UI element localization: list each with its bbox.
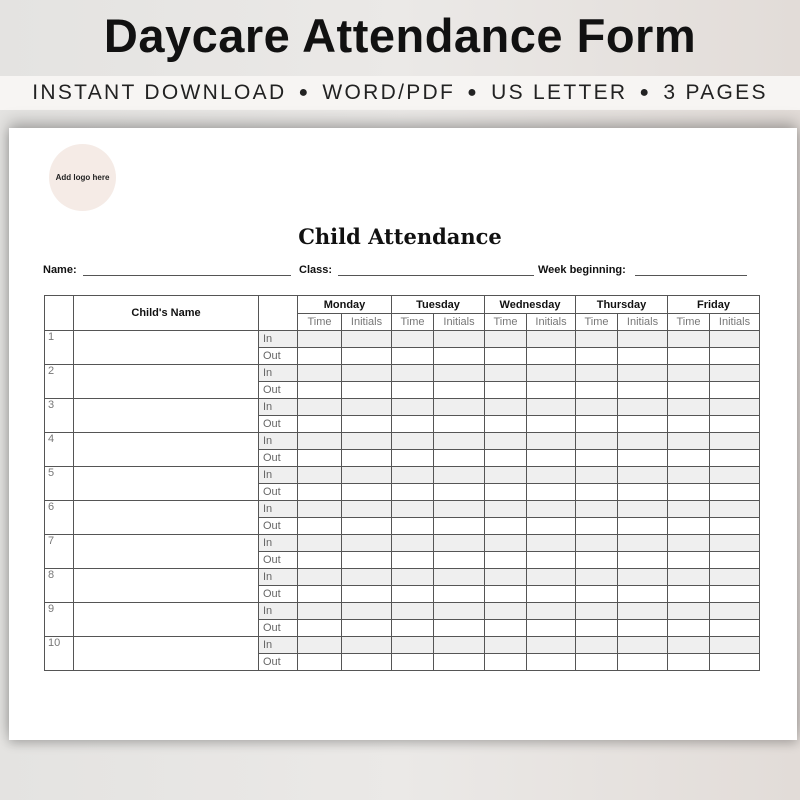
time-cell[interactable] xyxy=(485,450,527,467)
time-cell[interactable] xyxy=(298,586,342,603)
time-cell[interactable] xyxy=(576,501,618,518)
bullet-icon: ● xyxy=(467,84,480,101)
bullet-icon: ● xyxy=(298,84,311,101)
day-header-tuesday: Tuesday xyxy=(392,296,485,314)
row-number: 3 xyxy=(45,399,74,433)
time-cell[interactable] xyxy=(392,535,434,552)
row-number-header xyxy=(45,296,74,331)
time-cell[interactable] xyxy=(298,518,342,535)
initials-cell[interactable] xyxy=(527,569,576,586)
initials-cell[interactable] xyxy=(618,620,668,637)
initials-header: Initials xyxy=(434,314,485,331)
initials-cell[interactable] xyxy=(618,654,668,671)
week-field xyxy=(538,264,747,276)
time-cell[interactable] xyxy=(485,501,527,518)
time-cell[interactable] xyxy=(298,501,342,518)
time-cell[interactable] xyxy=(392,331,434,348)
time-cell[interactable] xyxy=(298,535,342,552)
initials-cell[interactable] xyxy=(710,569,760,586)
in-out-header xyxy=(259,296,298,331)
week-input-line[interactable] xyxy=(635,264,747,276)
initials-cell[interactable] xyxy=(527,331,576,348)
out-label: Out xyxy=(259,348,298,365)
in-label: In xyxy=(259,433,298,450)
time-cell[interactable] xyxy=(392,348,434,365)
time-cell[interactable] xyxy=(576,382,618,399)
time-cell[interactable] xyxy=(485,637,527,654)
time-cell[interactable] xyxy=(485,569,527,586)
row-number: 8 xyxy=(45,569,74,603)
out-label: Out xyxy=(259,518,298,535)
time-cell[interactable] xyxy=(392,450,434,467)
time-cell[interactable] xyxy=(298,484,342,501)
time-cell[interactable] xyxy=(485,331,527,348)
initials-cell[interactable] xyxy=(710,586,760,603)
initials-cell[interactable] xyxy=(527,518,576,535)
time-cell[interactable] xyxy=(298,620,342,637)
row-number: 1 xyxy=(45,331,74,365)
initials-header: Initials xyxy=(527,314,576,331)
initials-cell[interactable] xyxy=(618,433,668,450)
initials-cell[interactable] xyxy=(527,433,576,450)
in-label: In xyxy=(259,569,298,586)
initials-cell[interactable] xyxy=(434,467,485,484)
time-cell[interactable] xyxy=(485,365,527,382)
in-label: In xyxy=(259,603,298,620)
initials-cell[interactable] xyxy=(618,603,668,620)
time-cell[interactable] xyxy=(298,552,342,569)
initials-cell[interactable] xyxy=(527,603,576,620)
class-label: Class: xyxy=(299,264,333,276)
time-cell[interactable] xyxy=(485,603,527,620)
in-label: In xyxy=(259,535,298,552)
time-cell[interactable] xyxy=(668,620,710,637)
time-cell[interactable] xyxy=(485,552,527,569)
time-cell[interactable] xyxy=(392,416,434,433)
time-cell[interactable] xyxy=(392,654,434,671)
initials-cell[interactable] xyxy=(527,348,576,365)
initials-cell[interactable] xyxy=(342,348,392,365)
initials-cell[interactable] xyxy=(710,467,760,484)
child-name-header: Child's Name xyxy=(74,296,259,331)
row-number: 9 xyxy=(45,603,74,637)
initials-cell[interactable] xyxy=(342,535,392,552)
time-cell[interactable] xyxy=(668,501,710,518)
time-cell[interactable] xyxy=(576,654,618,671)
day-header-wednesday: Wednesday xyxy=(485,296,576,314)
time-cell[interactable] xyxy=(576,620,618,637)
time-cell[interactable] xyxy=(668,569,710,586)
time-cell[interactable] xyxy=(668,331,710,348)
banner-item: 3 PAGES xyxy=(663,81,768,104)
time-cell[interactable] xyxy=(668,586,710,603)
time-cell[interactable] xyxy=(392,637,434,654)
time-cell[interactable] xyxy=(392,603,434,620)
initials-cell[interactable] xyxy=(342,620,392,637)
row-number: 4 xyxy=(45,433,74,467)
time-cell[interactable] xyxy=(576,348,618,365)
child-name-cell[interactable] xyxy=(74,365,259,399)
initials-cell[interactable] xyxy=(434,433,485,450)
initials-cell[interactable] xyxy=(710,518,760,535)
table-row-in xyxy=(45,569,760,586)
time-cell[interactable] xyxy=(576,535,618,552)
initials-cell[interactable] xyxy=(710,433,760,450)
initials-cell[interactable] xyxy=(710,535,760,552)
child-name-cell[interactable] xyxy=(74,433,259,467)
initials-header: Initials xyxy=(710,314,760,331)
time-cell[interactable] xyxy=(576,467,618,484)
in-label: In xyxy=(259,399,298,416)
time-cell[interactable] xyxy=(485,382,527,399)
table-row-in xyxy=(45,603,760,620)
initials-cell[interactable] xyxy=(434,620,485,637)
time-cell[interactable] xyxy=(485,620,527,637)
initials-cell[interactable] xyxy=(527,535,576,552)
initials-cell[interactable] xyxy=(618,450,668,467)
initials-cell[interactable] xyxy=(710,620,760,637)
time-cell[interactable] xyxy=(485,467,527,484)
out-label: Out xyxy=(259,586,298,603)
table-row-in xyxy=(45,637,760,654)
time-cell[interactable] xyxy=(668,654,710,671)
time-cell[interactable] xyxy=(668,552,710,569)
time-cell[interactable] xyxy=(485,535,527,552)
banner-item: INSTANT DOWNLOAD xyxy=(32,81,287,104)
initials-cell[interactable] xyxy=(527,620,576,637)
time-cell[interactable] xyxy=(668,535,710,552)
row-number: 5 xyxy=(45,467,74,501)
initials-cell[interactable] xyxy=(618,637,668,654)
form-title: Child Attendance xyxy=(298,224,502,249)
time-cell[interactable] xyxy=(668,484,710,501)
time-cell[interactable] xyxy=(298,654,342,671)
initials-cell[interactable] xyxy=(434,637,485,654)
initials-cell[interactable] xyxy=(618,501,668,518)
time-header: Time xyxy=(485,314,527,331)
child-name-cell[interactable] xyxy=(74,603,259,637)
initials-cell[interactable] xyxy=(710,501,760,518)
table-row-in xyxy=(45,467,760,484)
child-name-cell[interactable] xyxy=(74,569,259,603)
time-cell[interactable] xyxy=(392,382,434,399)
form-page xyxy=(9,128,797,740)
initials-cell[interactable] xyxy=(434,654,485,671)
time-cell[interactable] xyxy=(668,518,710,535)
time-cell[interactable] xyxy=(668,450,710,467)
time-cell[interactable] xyxy=(576,416,618,433)
time-header: Time xyxy=(576,314,618,331)
initials-cell[interactable] xyxy=(434,603,485,620)
initials-cell[interactable] xyxy=(527,586,576,603)
initials-cell[interactable] xyxy=(342,603,392,620)
time-cell[interactable] xyxy=(668,433,710,450)
initials-cell[interactable] xyxy=(434,552,485,569)
initials-cell[interactable] xyxy=(710,348,760,365)
time-cell[interactable] xyxy=(392,569,434,586)
time-cell[interactable] xyxy=(392,586,434,603)
initials-cell[interactable] xyxy=(618,365,668,382)
initials-cell[interactable] xyxy=(527,399,576,416)
time-cell[interactable] xyxy=(576,484,618,501)
time-cell[interactable] xyxy=(298,603,342,620)
initials-cell[interactable] xyxy=(618,399,668,416)
week-label: Week beginning: xyxy=(538,264,626,276)
out-label: Out xyxy=(259,654,298,671)
time-cell[interactable] xyxy=(576,637,618,654)
initials-cell[interactable] xyxy=(710,654,760,671)
time-cell[interactable] xyxy=(668,416,710,433)
table-row-in xyxy=(45,535,760,552)
time-cell[interactable] xyxy=(392,501,434,518)
name-field xyxy=(43,264,291,276)
time-cell[interactable] xyxy=(298,348,342,365)
time-cell[interactable] xyxy=(392,399,434,416)
child-name-cell[interactable] xyxy=(74,467,259,501)
initials-header: Initials xyxy=(342,314,392,331)
row-number: 6 xyxy=(45,501,74,535)
time-cell[interactable] xyxy=(576,331,618,348)
initials-cell[interactable] xyxy=(434,365,485,382)
child-name-cell[interactable] xyxy=(74,399,259,433)
in-label: In xyxy=(259,637,298,654)
initials-cell[interactable] xyxy=(434,501,485,518)
time-cell[interactable] xyxy=(392,484,434,501)
child-name-cell[interactable] xyxy=(74,331,259,365)
time-cell[interactable] xyxy=(668,399,710,416)
initials-cell[interactable] xyxy=(527,501,576,518)
out-label: Out xyxy=(259,620,298,637)
initials-cell[interactable] xyxy=(710,382,760,399)
initials-cell[interactable] xyxy=(342,399,392,416)
initials-cell[interactable] xyxy=(527,552,576,569)
banner-item: WORD/PDF xyxy=(322,81,456,104)
time-cell[interactable] xyxy=(392,433,434,450)
day-header-thursday: Thursday xyxy=(576,296,668,314)
table-row-in xyxy=(45,331,760,348)
time-cell[interactable] xyxy=(298,467,342,484)
time-cell[interactable] xyxy=(485,518,527,535)
initials-cell[interactable] xyxy=(710,331,760,348)
initials-cell[interactable] xyxy=(618,348,668,365)
time-cell[interactable] xyxy=(298,416,342,433)
time-cell[interactable] xyxy=(576,365,618,382)
initials-cell[interactable] xyxy=(342,331,392,348)
out-label: Out xyxy=(259,450,298,467)
banner-item: US LETTER xyxy=(491,81,628,104)
row-number: 2 xyxy=(45,365,74,399)
day-header-friday: Friday xyxy=(668,296,760,314)
time-cell[interactable] xyxy=(485,399,527,416)
logo-placeholder: Add logo here xyxy=(49,144,116,211)
initials-cell[interactable] xyxy=(342,501,392,518)
page-title: Daycare Attendance Form xyxy=(103,9,697,62)
time-cell[interactable] xyxy=(485,348,527,365)
time-cell[interactable] xyxy=(576,552,618,569)
table-row-in xyxy=(45,365,760,382)
initials-cell[interactable] xyxy=(527,416,576,433)
initials-cell[interactable] xyxy=(618,484,668,501)
time-cell[interactable] xyxy=(298,399,342,416)
initials-cell[interactable] xyxy=(342,569,392,586)
initials-cell[interactable] xyxy=(434,416,485,433)
time-cell[interactable] xyxy=(668,348,710,365)
initials-cell[interactable] xyxy=(342,416,392,433)
time-header: Time xyxy=(668,314,710,331)
time-cell[interactable] xyxy=(298,331,342,348)
initials-cell[interactable] xyxy=(527,382,576,399)
initials-cell[interactable] xyxy=(618,569,668,586)
time-cell[interactable] xyxy=(298,433,342,450)
initials-cell[interactable] xyxy=(342,450,392,467)
time-cell[interactable] xyxy=(392,552,434,569)
initials-cell[interactable] xyxy=(710,416,760,433)
in-label: In xyxy=(259,331,298,348)
time-header: Time xyxy=(298,314,342,331)
initials-cell[interactable] xyxy=(434,484,485,501)
initials-cell[interactable] xyxy=(342,654,392,671)
time-cell[interactable] xyxy=(576,603,618,620)
time-cell[interactable] xyxy=(392,365,434,382)
initials-cell[interactable] xyxy=(618,518,668,535)
in-label: In xyxy=(259,467,298,484)
time-cell[interactable] xyxy=(298,569,342,586)
bullet-icon: ● xyxy=(639,84,652,101)
time-cell[interactable] xyxy=(668,382,710,399)
name-input-line[interactable] xyxy=(83,264,291,276)
initials-cell[interactable] xyxy=(710,399,760,416)
initials-cell[interactable] xyxy=(342,637,392,654)
class-field xyxy=(299,264,534,276)
time-cell[interactable] xyxy=(485,586,527,603)
time-cell[interactable] xyxy=(576,399,618,416)
initials-cell[interactable] xyxy=(618,535,668,552)
initials-cell[interactable] xyxy=(434,535,485,552)
initials-cell[interactable] xyxy=(527,467,576,484)
initials-cell[interactable] xyxy=(342,518,392,535)
initials-cell[interactable] xyxy=(342,365,392,382)
row-number: 7 xyxy=(45,535,74,569)
out-label: Out xyxy=(259,382,298,399)
initials-cell[interactable] xyxy=(434,331,485,348)
initials-cell[interactable] xyxy=(618,416,668,433)
time-cell[interactable] xyxy=(576,518,618,535)
initials-cell[interactable] xyxy=(434,569,485,586)
initials-cell[interactable] xyxy=(710,637,760,654)
feature-banner xyxy=(0,76,800,110)
initials-cell[interactable] xyxy=(434,450,485,467)
out-label: Out xyxy=(259,552,298,569)
time-cell[interactable] xyxy=(485,484,527,501)
time-cell[interactable] xyxy=(298,450,342,467)
initials-cell[interactable] xyxy=(342,484,392,501)
time-cell[interactable] xyxy=(668,467,710,484)
time-cell[interactable] xyxy=(576,569,618,586)
out-label: Out xyxy=(259,484,298,501)
in-label: In xyxy=(259,365,298,382)
child-name-cell[interactable] xyxy=(74,501,259,535)
initials-cell[interactable] xyxy=(710,450,760,467)
child-name-cell[interactable] xyxy=(74,637,259,671)
time-cell[interactable] xyxy=(392,467,434,484)
initials-cell[interactable] xyxy=(342,433,392,450)
attendance-table xyxy=(44,295,760,671)
initials-cell[interactable] xyxy=(527,654,576,671)
day-header-monday: Monday xyxy=(298,296,392,314)
time-cell[interactable] xyxy=(485,416,527,433)
initials-cell[interactable] xyxy=(434,518,485,535)
initials-cell[interactable] xyxy=(434,399,485,416)
initials-cell[interactable] xyxy=(342,467,392,484)
initials-cell[interactable] xyxy=(710,484,760,501)
initials-header: Initials xyxy=(618,314,668,331)
initials-cell[interactable] xyxy=(342,382,392,399)
time-cell[interactable] xyxy=(392,620,434,637)
time-cell[interactable] xyxy=(576,433,618,450)
initials-cell[interactable] xyxy=(527,637,576,654)
time-cell[interactable] xyxy=(668,603,710,620)
initials-cell[interactable] xyxy=(434,348,485,365)
initials-cell[interactable] xyxy=(618,382,668,399)
time-cell[interactable] xyxy=(576,450,618,467)
in-label: In xyxy=(259,501,298,518)
time-header: Time xyxy=(392,314,434,331)
time-cell[interactable] xyxy=(668,365,710,382)
time-cell[interactable] xyxy=(392,518,434,535)
initials-cell[interactable] xyxy=(618,586,668,603)
table-row-in xyxy=(45,399,760,416)
table-row-in xyxy=(45,501,760,518)
out-label: Out xyxy=(259,416,298,433)
initials-cell[interactable] xyxy=(618,552,668,569)
initials-cell[interactable] xyxy=(618,467,668,484)
initials-cell[interactable] xyxy=(527,484,576,501)
initials-cell[interactable] xyxy=(342,586,392,603)
name-label: Name: xyxy=(43,264,77,276)
initials-cell[interactable] xyxy=(434,382,485,399)
initials-cell[interactable] xyxy=(434,586,485,603)
time-cell[interactable] xyxy=(485,654,527,671)
time-cell[interactable] xyxy=(668,637,710,654)
table-row-in xyxy=(45,433,760,450)
time-cell[interactable] xyxy=(298,365,342,382)
class-input-line[interactable] xyxy=(338,264,534,276)
initials-cell[interactable] xyxy=(618,331,668,348)
initials-cell[interactable] xyxy=(527,365,576,382)
child-name-cell[interactable] xyxy=(74,535,259,569)
time-cell[interactable] xyxy=(298,637,342,654)
time-cell[interactable] xyxy=(576,586,618,603)
initials-cell[interactable] xyxy=(342,552,392,569)
initials-cell[interactable] xyxy=(710,552,760,569)
initials-cell[interactable] xyxy=(527,450,576,467)
initials-cell[interactable] xyxy=(710,603,760,620)
time-cell[interactable] xyxy=(298,382,342,399)
initials-cell[interactable] xyxy=(710,365,760,382)
row-number: 10 xyxy=(45,637,74,671)
time-cell[interactable] xyxy=(485,433,527,450)
